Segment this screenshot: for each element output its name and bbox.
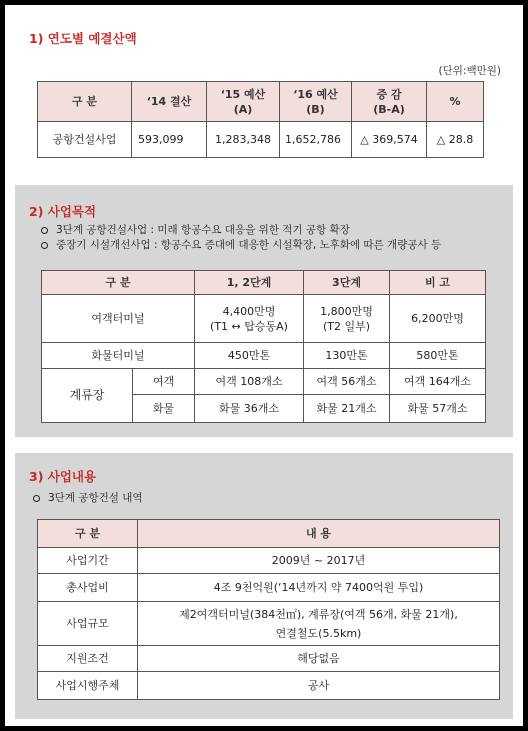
- cell-apron-passenger-phase12: 여객 108개소: [195, 369, 304, 395]
- header-2014-settlement: ‘14 결산: [132, 82, 207, 122]
- table-row: [42, 295, 486, 343]
- document-frame: [5, 5, 523, 726]
- cell-passenger-terminal: 여객터미널: [42, 295, 195, 343]
- header-percent: %: [427, 82, 484, 122]
- section-content: [15, 453, 513, 719]
- cell-apron-passenger-note: 여객 164개소: [390, 369, 486, 395]
- cell-label-scale: 사업규모: [38, 602, 138, 646]
- cell-value-support: 해당없음: [138, 646, 500, 672]
- cell-value-scale: 제2여객터미널(384천㎡), 계류장(여객 56개, 화물 21개), 연결철도(5.5km): [138, 602, 500, 646]
- bullet-icon: [41, 227, 48, 234]
- table-row: [38, 672, 500, 700]
- table-row: [38, 122, 484, 158]
- cell-passenger-phase3: 1,800만명 (T2 일부): [304, 295, 390, 343]
- header-category: 구 분: [42, 271, 195, 295]
- cell-cargo-note: 580만톤: [390, 343, 486, 369]
- section-budget: [15, 17, 513, 172]
- section-title-purpose: 2) 사업목적: [29, 204, 97, 219]
- cell-label-support: 지원조건: [38, 646, 138, 672]
- bullet-icon: [41, 242, 48, 249]
- table-row: [38, 602, 500, 646]
- header-2015-budget: ‘15 예산 (A): [207, 82, 280, 122]
- cell-value-total-cost: 4조 9천억원(‘14년까지 약 7400억원 투입): [138, 574, 500, 602]
- table-row: [38, 646, 500, 672]
- cell-apron-cargo: 화물: [133, 395, 195, 423]
- unit-label: (단위:백만원): [438, 65, 501, 77]
- cell-apron-cargo-phase12: 화물 36개소: [195, 395, 304, 423]
- purpose-bullets: [41, 223, 441, 253]
- table-row: [42, 343, 486, 369]
- list-item: 중장기 시설개선사업 : 항공수요 증대에 대응한 시설확장, 노후화에 따른 개량공사 등: [41, 238, 441, 253]
- cell-2016: 1,652,786: [280, 122, 352, 158]
- cell-label-operator: 사업시행주체: [38, 672, 138, 700]
- cell-apron-passenger-phase3: 여객 56개소: [304, 369, 390, 395]
- bullet-icon: [33, 495, 40, 502]
- capacity-table: [41, 270, 486, 423]
- section-title-budget: 1) 연도별 예결산액: [29, 31, 137, 46]
- header-content: 내 용: [138, 520, 500, 548]
- cell-value-operator: 공사: [138, 672, 500, 700]
- list-item: 3단계 공항건설 내역: [33, 491, 143, 506]
- header-2016-budget: ‘16 예산 (B): [280, 82, 352, 122]
- budget-table: [37, 81, 484, 158]
- cell-apron: 계류장: [42, 369, 133, 423]
- content-subtitle: [33, 491, 143, 506]
- cell-apron-cargo-phase3: 화물 21개소: [304, 395, 390, 423]
- cell-percent: △ 28.8: [427, 122, 484, 158]
- section-title-content: 3) 사업내용: [29, 469, 97, 484]
- cell-change: △ 369,574: [352, 122, 427, 158]
- cell-apron-passenger: 여객: [133, 369, 195, 395]
- cell-category: 공항건설사업: [38, 122, 132, 158]
- cell-label-total-cost: 총사업비: [38, 574, 138, 602]
- header-category: 구 분: [38, 82, 132, 122]
- cell-value-period: 2009년 ~ 2017년: [138, 548, 500, 574]
- details-table: [37, 519, 500, 700]
- cell-passenger-note: 6,200만명: [390, 295, 486, 343]
- table-row: [38, 548, 500, 574]
- cell-2014: 593,099: [132, 122, 207, 158]
- header-phase12: 1, 2단계: [195, 271, 304, 295]
- cell-cargo-phase12: 450만톤: [195, 343, 304, 369]
- table-row: [42, 369, 486, 395]
- cell-cargo-phase3: 130만톤: [304, 343, 390, 369]
- cell-cargo-terminal: 화물터미널: [42, 343, 195, 369]
- header-phase3: 3단계: [304, 271, 390, 295]
- cell-apron-cargo-note: 화물 57개소: [390, 395, 486, 423]
- cell-label-period: 사업기간: [38, 548, 138, 574]
- header-category: 구 분: [38, 520, 138, 548]
- cell-2015: 1,283,348: [207, 122, 280, 158]
- header-change: 증 감 (B-A): [352, 82, 427, 122]
- table-row: [38, 574, 500, 602]
- header-note: 비 고: [390, 271, 486, 295]
- cell-passenger-phase12: 4,400만명 (T1 ↔ 탑승동A): [195, 295, 304, 343]
- list-item: 3단계 공항건설사업 : 미래 항공수요 대응을 위한 적기 공항 확장: [41, 223, 441, 238]
- section-purpose: [15, 185, 513, 437]
